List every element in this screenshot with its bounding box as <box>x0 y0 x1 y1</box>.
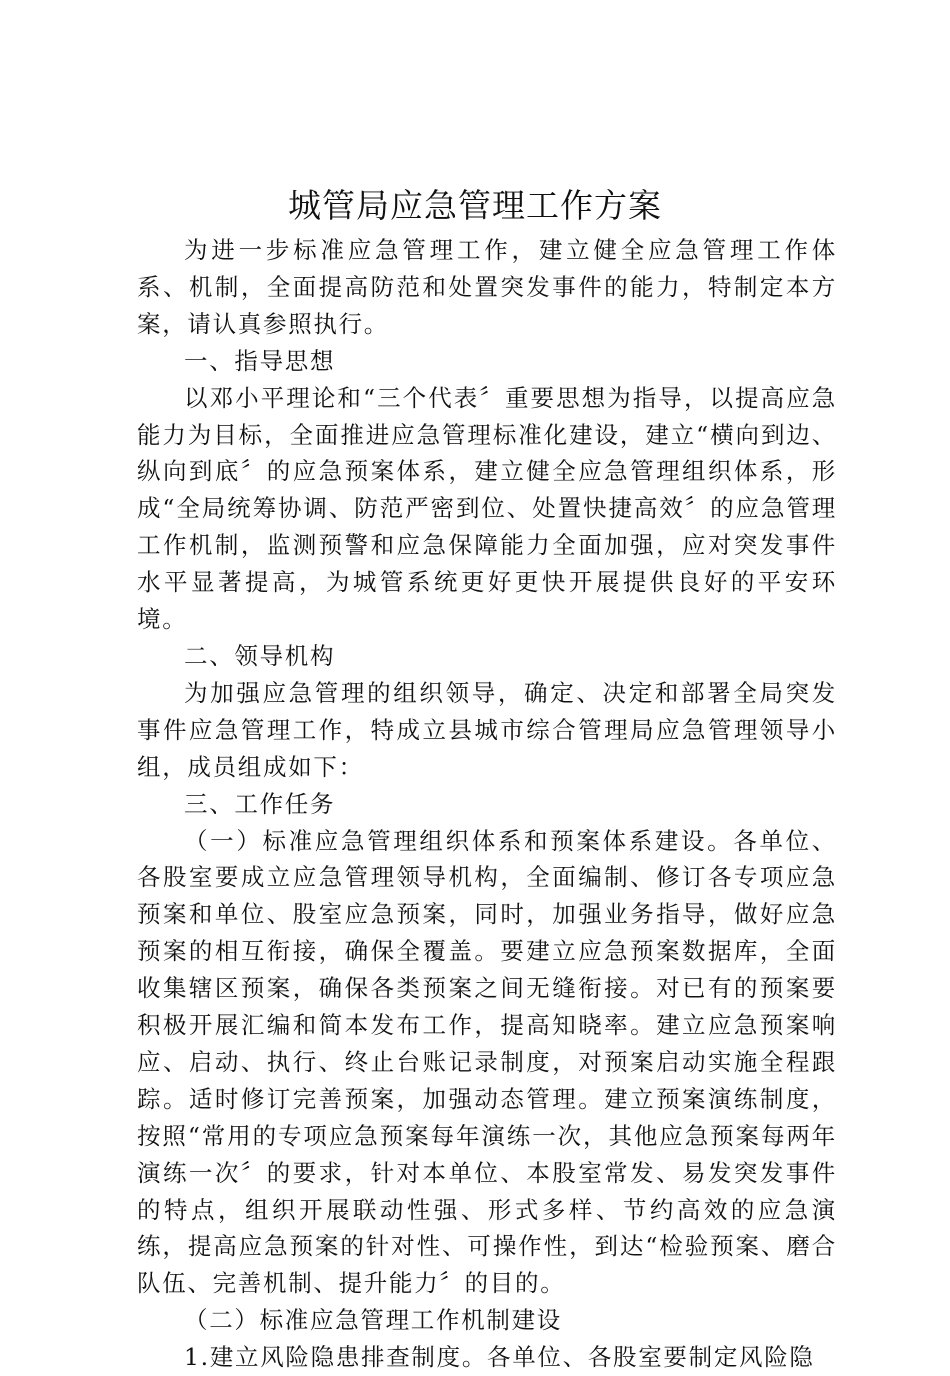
task-one-paragraph: （一）标准应急管理组织体系和预案体系建设。各单位、各股室要成立应急管理领导机构，全面编制、修订各专项应急预案和单位、股室应急预案，同时，加强业务指导，做好应急预案的相互衔接，确保全覆盖。要建立应急预案数据库，全面收集辖区预案，确保各类预案之间无缝衔接。对已有的预案要积极开展汇编和简本发布工作，提高知晓率。建立应急预案响应、启动、执行、终止台账记录制度，对预案启动实施全程跟踪。适时修订完善预案，加强动态管理。建立预案演练制度，按照“常用的专项应急预案每年演练一次，其他应急预案每两年演练一次〞的要求，针对本单位、本股室常发、易发突发事件的特点，组织开展联动性强、形式多样、节约高效的应急演练，提高应急预案的针对性、可操作性，到达“检验预案、磨合队伍、完善机制、提升能力〞的目的。 <box>137 826 837 1298</box>
document-body <box>137 232 837 1376</box>
leadership-paragraph: 为加强应急管理的组织领导，确定、决定和部署全局突发事件应急管理工作，特成立县城市综合管理局应急管理领导小组，成员组成如下： <box>137 678 837 781</box>
section-heading-leadership: 二、领导机构 <box>184 641 336 670</box>
section-heading-guiding-ideology: 一、指导思想 <box>184 346 336 375</box>
task-two-heading: （二）标准应急管理工作机制建设 <box>184 1306 562 1335</box>
intro-paragraph: 为进一步标准应急管理工作，建立健全应急管理工作体系、机制，全面提高防范和处置突发事件的能力，特制定本方案，请认真参照执行。 <box>137 236 837 338</box>
section-heading-tasks: 三、工作任务 <box>184 789 336 818</box>
task-two-item-one-paragraph: 1.建立风险隐患排查制度。各单位、各股室要制定风险隐 <box>184 1343 815 1372</box>
document-title: 城管局应急管理工作方案 <box>288 186 662 225</box>
guiding-ideology-paragraph: 以邓小平理论和“三个代表〞重要思想为指导，以提高应急能力为目标，全面推进应急管理标准化建设，建立“横向到边、纵向到底〞的应急预案体系，建立健全应急管理组织体系，形成“全局统筹协调、防范严密到位、处置快捷高效〞的应急管理工作机制，监测预警和应急保障能力全面加强，应对突发事件水平显著提高，为城管系统更好更快开展提供良好的平安环境。 <box>137 383 837 634</box>
